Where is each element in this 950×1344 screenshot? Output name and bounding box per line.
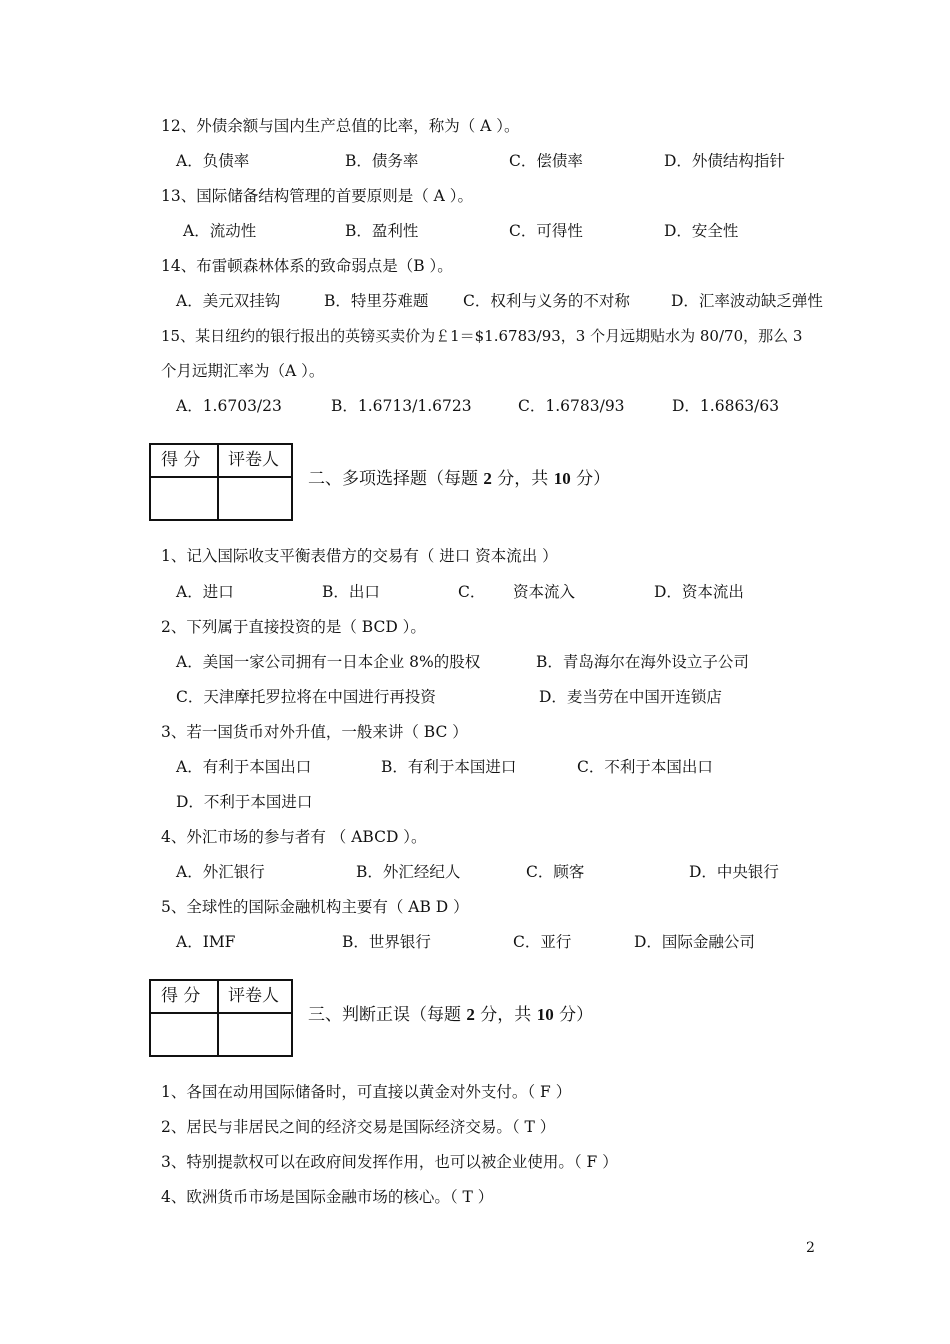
m3-option-b: B．有利于本国进口 [381,758,517,776]
m2-option-a: A．美国一家公司拥有一日本企业 8%的股权 [176,653,481,671]
score-label: 得 分 [161,450,201,470]
q12-option-b: B．债务率 [345,152,419,170]
m3-option-c: C．不利于本国出口 [577,758,713,776]
m4-option-d: D．中央银行 [689,863,779,881]
q15-option-c: C．1.6783/93 [518,397,625,415]
m5-option-b: B．世界银行 [342,933,431,951]
score-table [149,443,293,521]
multi-question-4-stem: 4、外汇市场的参与者有 （ ABCD ）。 [161,828,427,846]
question-14-stem: 14、布雷顿森林体系的致命弱点是（B ）。 [161,257,453,275]
m3-option-d: D．不利于本国进口 [176,793,313,811]
score-table-divider [151,476,291,478]
q15-option-b: B．1.6713/1.6723 [331,397,472,415]
tf-question-4: 4、欧洲货币市场是国际金融市场的核心。（ T ） [161,1188,494,1206]
multi-question-3-stem: 3、若一国货币对外升值，一般来讲（ BC ） [161,723,468,741]
score-table [149,979,293,1057]
q12-option-c: C．偿债率 [509,152,583,170]
tf-question-3: 3、特别提款权可以在政府间发挥作用，也可以被企业使用。（ F ） [161,1153,618,1171]
score-table-divider [217,981,219,1055]
score-table-divider [217,445,219,519]
question-13-stem: 13、国际储备结构管理的首要原则是（ A ）。 [161,187,474,205]
tf-question-2: 2、居民与非居民之间的经济交易是国际经济交易。（ T ） [161,1118,556,1136]
q12-option-d: D．外债结构指针 [664,152,785,170]
section-2-title: 二、多项选择题（每题 2 分，共 10 分） [308,469,611,489]
question-15-stem-line1: 15、某日纽约的银行报出的英镑买卖价为￡1＝$1.6783/93，3 个月远期贴水为 80/70，那么 3 [161,327,803,345]
q14-option-c: C．权利与义务的不对称 [463,292,630,310]
grader-label: 评卷人 [228,986,279,1006]
m2-option-b: B．青岛海尔在海外设立子公司 [536,653,749,671]
q14-option-b: B．特里芬难题 [324,292,429,310]
m5-option-c: C．亚行 [513,933,572,951]
q15-option-a: A．1.6703/23 [176,397,282,415]
q13-option-a: A．流动性 [183,222,257,240]
m1-option-c-letter: C． [458,583,486,601]
m4-option-a: A．外汇银行 [176,863,265,881]
question-12-stem: 12、外债余额与国内生产总值的比率，称为（ A ）。 [161,117,520,135]
m1-option-c: 资本流入 [513,583,576,601]
q12-option-a: A．负债率 [176,152,250,170]
m2-option-c: C．天津摩托罗拉将在中国进行再投资 [176,688,436,706]
multi-question-5-stem: 5、全球性的国际金融机构主要有（ AB D ） [161,898,469,916]
m4-option-c: C．顾客 [526,863,585,881]
page-number: 2 [806,1240,815,1256]
q13-option-b: B．盈利性 [345,222,419,240]
m2-option-d: D．麦当劳在中国开连锁店 [539,688,722,706]
tf-question-1: 1、各国在动用国际储备时，可直接以黄金对外支付。（ F ） [161,1083,572,1101]
q13-option-d: D．安全性 [664,222,739,240]
m1-option-d: D．资本流出 [654,583,744,601]
score-table-divider [151,1012,291,1014]
m3-option-a: A．有利于本国出口 [176,758,312,776]
q14-option-d: D．汇率波动缺乏弹性 [671,292,823,310]
m5-option-d: D．国际金融公司 [634,933,755,951]
m1-option-a: A．进口 [176,583,234,601]
section-3-title: 三、判断正误（每题 2 分，共 10 分） [308,1005,594,1025]
q14-option-a: A．美元双挂钩 [176,292,281,310]
grader-label: 评卷人 [228,450,279,470]
question-15-stem-line2: 个月远期汇率为（A ）。 [161,362,325,380]
q15-option-d: D．1.6863/63 [672,397,780,415]
m4-option-b: B．外汇经纪人 [356,863,461,881]
q13-option-c: C．可得性 [509,222,583,240]
m1-option-b: B．出口 [322,583,380,601]
multi-question-1-stem: 1、记入国际收支平衡表借方的交易有（ 进口 资本流出 ） [161,547,558,565]
score-label: 得 分 [161,986,201,1006]
m5-option-a: A．IMF [176,933,236,951]
multi-question-2-stem: 2、下列属于直接投资的是（ BCD ）。 [161,618,426,636]
